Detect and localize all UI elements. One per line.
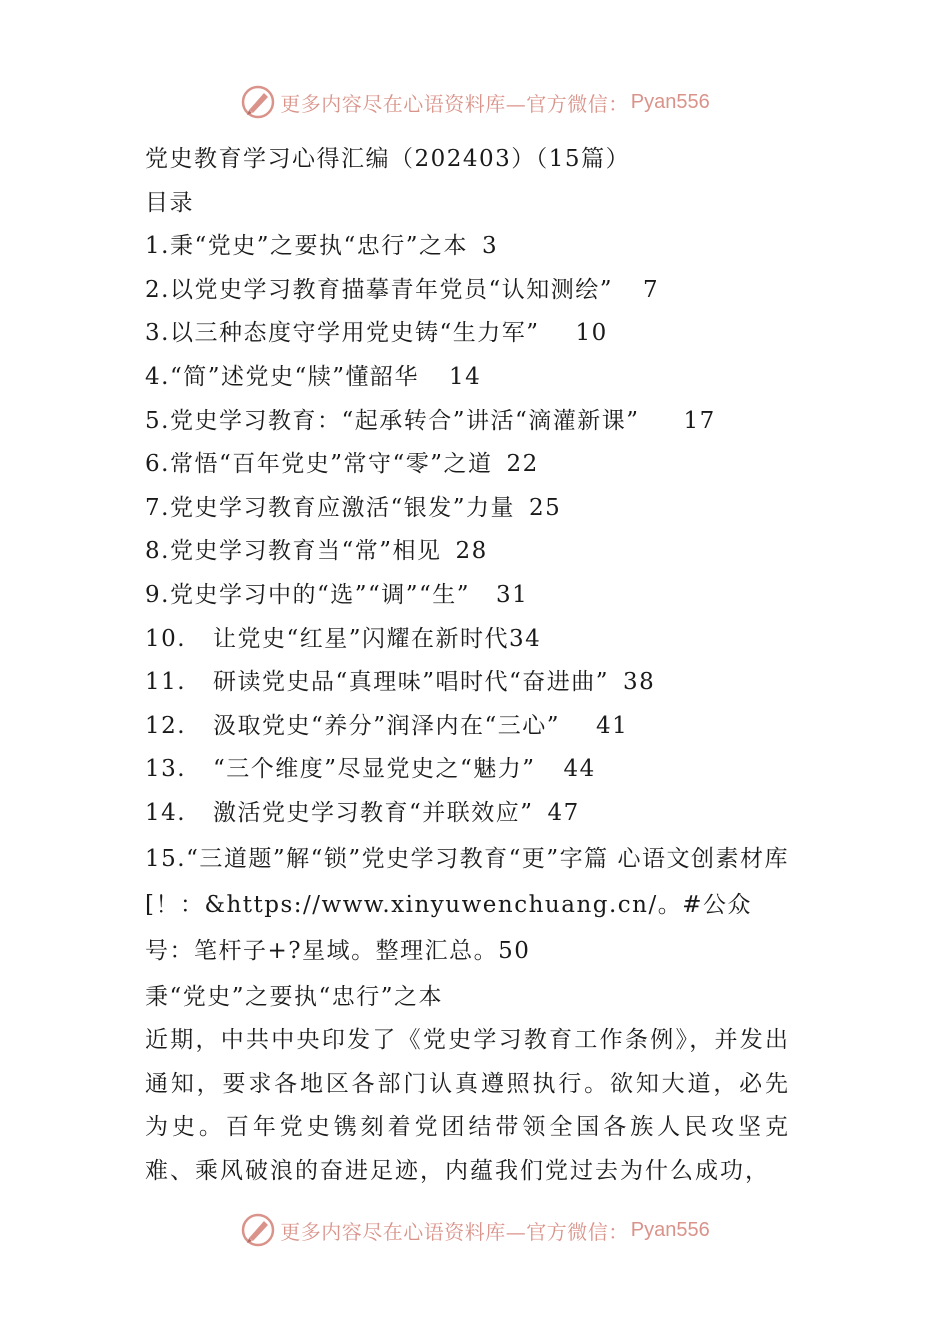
toc-page: 47: [547, 799, 580, 826]
toc-page: 22: [506, 451, 539, 478]
toc-item[interactable]: [145, 530, 795, 574]
toc-number: 3.: [145, 320, 170, 347]
toc-page: 25: [528, 494, 562, 521]
toc-title: 以三种态度守学用党史铸“生力军”: [169, 320, 540, 347]
toc-title: “三个维度”尽显党史之“魅力”: [213, 756, 536, 783]
toc-number: 11.: [145, 669, 187, 696]
toc-item[interactable]: [145, 792, 795, 836]
toc-item[interactable]: [145, 356, 795, 400]
toc-title: 以党史学习教育描摹青年党员“认知测绘”: [169, 276, 613, 303]
toc-page: 17: [683, 407, 716, 434]
toc-item[interactable]: [145, 269, 795, 313]
toc-number: 12.: [145, 712, 187, 739]
toc-number: 10.: [145, 625, 187, 652]
toc-page: 10: [575, 320, 608, 347]
toc-item[interactable]: [145, 225, 795, 269]
toc-item-15[interactable]: 15.“三道题”解“锁”党史学习教育“更”字篇 心语文创素材库[！：&https://www.xinyuwenchuang.cn/。#公众号：笔杆子+?星域。整理汇总。50: [145, 845, 789, 964]
toc-page: 31: [496, 581, 529, 608]
watermark-id: Pyan556: [630, 1218, 710, 1241]
toc-item[interactable]: [145, 661, 795, 705]
toc-title: 党史学习中的“选”“调”“生”: [169, 581, 471, 608]
toc-heading: 目录: [145, 189, 194, 216]
toc-list: [145, 225, 795, 973]
pen-logo-icon: [240, 84, 276, 120]
toc-item[interactable]: [145, 487, 795, 531]
toc-number: 4.: [145, 363, 170, 390]
toc-title: 党史学习教育应激活“银发”力量: [169, 494, 515, 521]
toc-page: 44: [563, 756, 596, 783]
toc-title: 党史学习教育当“常”相见: [169, 538, 442, 565]
toc-page: 14: [449, 363, 482, 390]
toc-page: 28: [455, 538, 488, 565]
toc-number: 13.: [145, 756, 187, 783]
toc-page: 41: [596, 712, 629, 739]
toc-item[interactable]: [145, 574, 795, 618]
toc-item[interactable]: [145, 400, 795, 444]
toc-page: 7: [642, 276, 660, 303]
watermark-top: [0, 82, 950, 122]
toc-item[interactable]: [145, 748, 795, 792]
pen-logo-icon: [240, 1212, 276, 1248]
toc-title: 党史学习教育：“起承转合”讲活“滴灌新课”: [169, 407, 640, 434]
toc-item[interactable]: [145, 443, 795, 487]
watermark-bottom: [0, 1210, 950, 1250]
toc-title: 秉“党史”之要执“忠行”之本: [169, 233, 468, 260]
toc-number: 2.: [145, 276, 170, 303]
toc-number: 14.: [145, 799, 187, 826]
toc-title: 常悟“百年党史”常守“零”之道: [169, 451, 493, 478]
watermark-text: 更多内容尽在心语资料库—官方微信：: [280, 91, 629, 116]
toc-item[interactable]: [145, 705, 795, 749]
watermark-id: Pyan556: [630, 90, 710, 113]
document-title: 党史教育学习心得汇编（202403）（15篇）: [145, 146, 631, 172]
toc-title: 让党史“红星”闪耀在新时代: [213, 625, 510, 652]
toc-number: 6.: [145, 451, 170, 478]
toc-title: 激活党史学习教育“并联效应”: [213, 799, 534, 826]
toc-number: 8.: [145, 538, 170, 565]
toc-page: 34: [509, 625, 542, 652]
toc-number: 5.: [145, 407, 170, 434]
document-body: [145, 138, 795, 1193]
toc-item[interactable]: [145, 618, 795, 662]
toc-number: 1.: [145, 233, 170, 260]
toc-number: 7.: [145, 494, 170, 521]
toc-number: 9.: [145, 581, 170, 608]
toc-title: “简”述党史“牍”懂韶华: [169, 363, 419, 390]
toc-title: 汲取党史“养分”润泽内在“三心”: [213, 712, 561, 739]
section-title: 秉“党史”之要执“忠行”之本: [145, 983, 444, 1010]
toc-item[interactable]: [145, 312, 795, 356]
watermark-text: 更多内容尽在心语资料库—官方微信：: [280, 1219, 629, 1244]
toc-page: 38: [623, 669, 656, 696]
body-paragraph: 近期，中共中央印发了《党史学习教育工作条例》，并发出通知，要求各地区各部门认真遵照执行。欲知大道，必先为史。百年党史镌刻着党团结带领全国各族人民攻坚克难、乘风破浪的奋进足迹，内蕴我们党过去为什么成功，: [145, 1027, 790, 1184]
toc-page: 3: [482, 233, 499, 260]
toc-title: 研读党史品“真理味”唱时代“奋进曲”: [213, 669, 610, 696]
